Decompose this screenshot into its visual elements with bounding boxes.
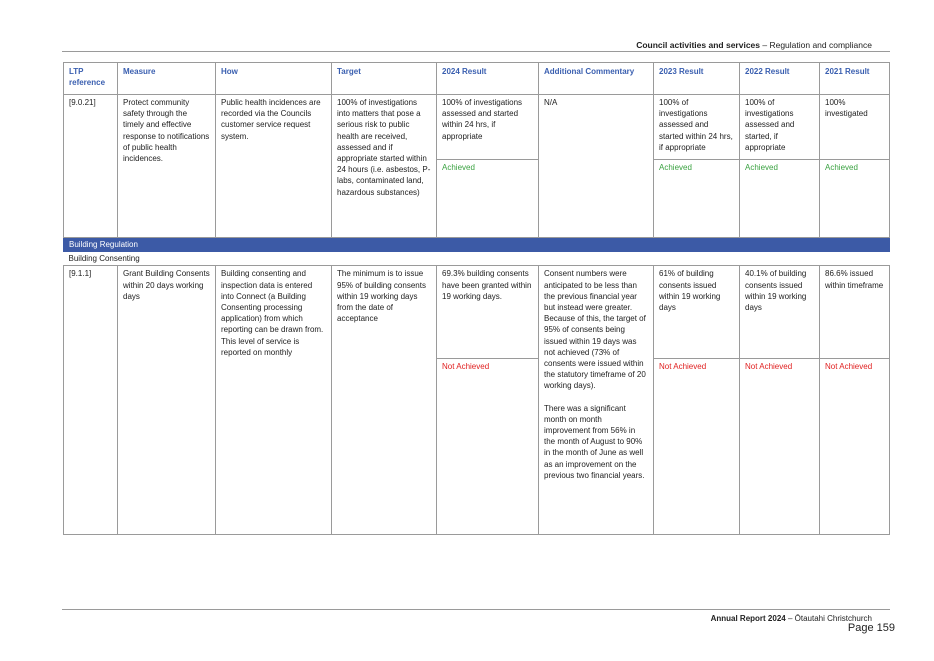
column-header-target: Target — [332, 63, 437, 95]
column-header-additional-commentary: Additional Commentary — [539, 63, 654, 95]
ltp-reference-cell: [9.1.1] — [64, 266, 118, 535]
performance-table — [63, 62, 890, 535]
header-section-subtitle: – Regulation and compliance — [760, 40, 872, 50]
commentary-cell: N/A — [539, 95, 654, 238]
column-header-2022-result: 2022 Result — [740, 63, 820, 95]
column-header-how: How — [216, 63, 332, 95]
table-row — [64, 95, 890, 160]
status-2021-achieved: Achieved — [820, 160, 890, 238]
status-2024-achieved: Achieved — [437, 160, 539, 238]
result-2023-cell: 100% of investigations assessed and started within 24 hrs, if appropriate — [654, 95, 740, 160]
commentary-cell — [539, 266, 654, 535]
status-2024-not-achieved: Not Achieved — [437, 359, 539, 535]
result-2024-cell: 100% of investigations assessed and started within 24 hrs, if appropriate — [437, 95, 539, 160]
result-2021-cell: 86.6% issued within timeframe — [820, 266, 890, 359]
result-2022-cell: 100% of investigations assessed and started, if appropriate — [740, 95, 820, 160]
table-header-row — [64, 63, 890, 95]
section-row — [64, 238, 890, 252]
column-header-2024-result: 2024 Result — [437, 63, 539, 95]
result-2024-cell: 69.3% building consents have been granted within 19 working days. — [437, 266, 539, 359]
subsection-row — [64, 252, 890, 266]
status-2022-achieved: Achieved — [740, 160, 820, 238]
how-cell: Building consenting and inspection data is entered into Connect (a Building Consenting processing application) from which reporting can be drawn from. This level of service is reported on monthly — [216, 266, 332, 535]
result-2021-cell: 100% investigated — [820, 95, 890, 160]
target-cell: The minimum is to issue 95% of building consents within 19 working days from the date of acceptance — [332, 266, 437, 535]
subsection-title-building-consenting: Building Consenting — [64, 252, 890, 266]
status-2023-achieved: Achieved — [654, 160, 740, 238]
section-title-building-regulation: Building Regulation — [64, 238, 890, 252]
how-cell: Public health incidences are recorded via the Councils customer service request system. — [216, 95, 332, 238]
result-2022-cell: 40.1% of building consents issued within 19 working days — [740, 266, 820, 359]
status-2021-not-achieved: Not Achieved — [820, 359, 890, 535]
measure-cell: Protect community safety through the timely and effective response to notifications of public health incidences. — [118, 95, 216, 238]
commentary-paragraph: There was a significant month on month improvement from 56% in the month of August to 90% in the month of June as well as an improvement on the previous two financial years. — [544, 403, 645, 480]
status-2023-not-achieved: Not Achieved — [654, 359, 740, 535]
commentary-paragraph: Consent numbers were anticipated to be less than the previous financial year but instead were greater. Because of this, the target of 95% of consents being issued within 19 days was not achieved (73% of consents were issued within the statutory timeframe of 20 working days). — [544, 269, 646, 391]
header-divider — [62, 51, 890, 52]
ltp-reference-cell: [9.0.21] — [64, 95, 118, 238]
measure-cell: Grant Building Consents within 20 days working days — [118, 266, 216, 535]
header-section-title: Council activities and services — [636, 40, 760, 50]
result-2023-cell: 61% of building consents issued within 19 working days — [654, 266, 740, 359]
target-cell: 100% of investigations into matters that pose a serious risk to public health are received, assessed and if appropriate started within 24 hours (i.e. asbestos, P-labs, contaminated land, hazardous substances) — [332, 95, 437, 238]
table-row — [64, 266, 890, 359]
page-header — [62, 40, 872, 50]
footer-report-subtitle: – Ōtautahi Christchurch — [785, 614, 872, 623]
column-header-measure: Measure — [118, 63, 216, 95]
column-header-2023-result: 2023 Result — [654, 63, 740, 95]
status-2022-not-achieved: Not Achieved — [740, 359, 820, 535]
column-header-2021-result: 2021 Result — [820, 63, 890, 95]
page-number: Page 159 — [847, 622, 895, 634]
footer-report-title: Annual Report 2024 — [710, 614, 786, 623]
footer-divider — [62, 609, 890, 610]
column-header-ltp-reference: LTP reference — [64, 63, 118, 95]
